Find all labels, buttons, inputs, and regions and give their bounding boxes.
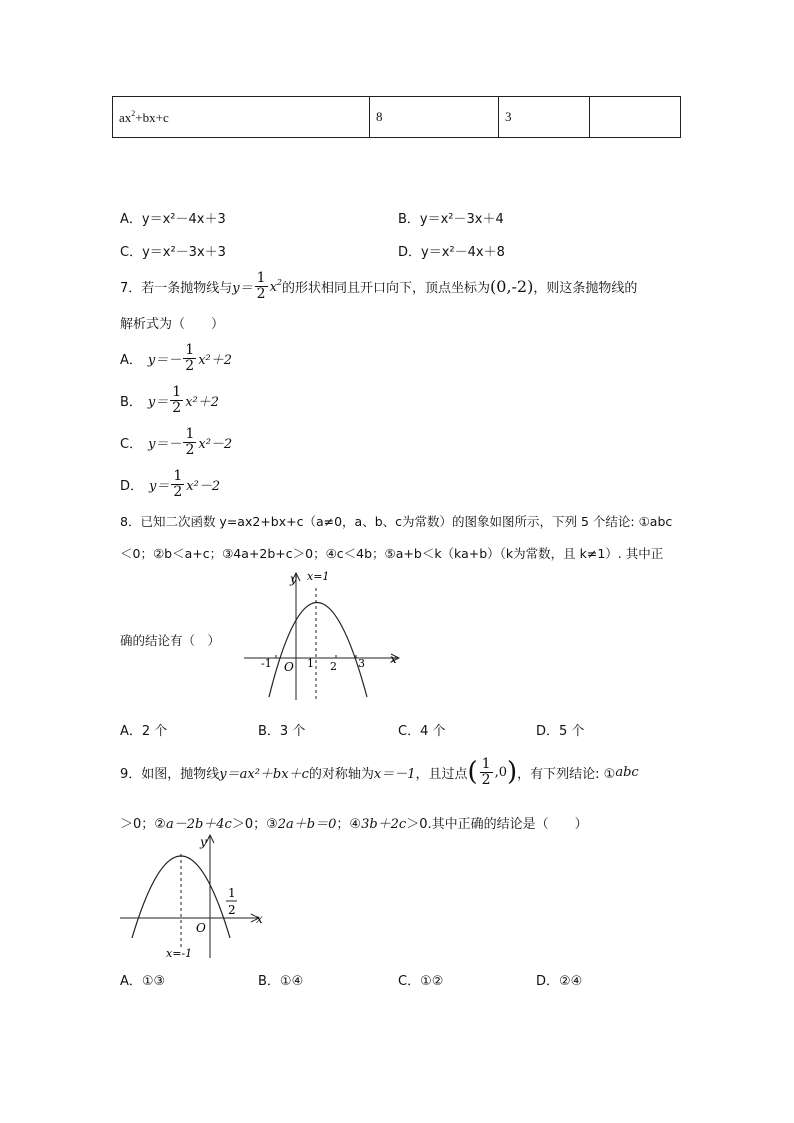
q9-text: ＞0；③ — [231, 817, 278, 832]
tick-label: 2 — [330, 660, 337, 673]
q9-conclusion-3: 2a＋b＝0 — [277, 817, 337, 832]
q7-fraction-half — [183, 427, 196, 457]
frac-den: 2 — [185, 441, 195, 458]
q7-fraction-half — [170, 385, 183, 415]
q7-stem-line1 — [120, 266, 637, 306]
q9-text-3: ，且过点 — [415, 766, 468, 782]
q7-fraction-half — [255, 271, 268, 301]
q8-option-c: C．4 个 — [398, 724, 446, 739]
origin-label: O — [284, 660, 294, 674]
table-cell-value-3 — [590, 97, 681, 138]
option-rhs: x²－2 — [186, 478, 221, 494]
table-cell-expression — [113, 97, 370, 138]
q7-fraction-half — [183, 343, 196, 373]
coefficient-table — [112, 96, 681, 138]
q7-eq-y: y＝ — [232, 280, 253, 296]
option-lhs: y＝－ — [148, 436, 182, 452]
q9-parabola-graph — [116, 830, 272, 962]
parabola-curve — [269, 603, 367, 698]
q9-text: ；④ — [336, 817, 362, 832]
point-tail: ,0 — [494, 764, 507, 780]
frac-num: 1 — [256, 269, 266, 286]
q9-text-4: ，有下列结论: ① — [517, 766, 616, 782]
q8-option-b: B．3 个 — [258, 724, 306, 739]
option-label: C． — [120, 436, 143, 452]
option-lhs: y＝－ — [147, 352, 182, 368]
y-axis-label: y — [200, 835, 207, 849]
q8-stem-line1: 8．已知二次函数 y=ax2+bx+c（a≠0，a、b、c为常数）的图象如图所示，下列 5 个结论: ①abc — [120, 514, 673, 529]
q9-stem-line1 — [120, 750, 639, 794]
expr-rest: +bx+c — [135, 109, 169, 125]
q9-text: ＞0；② — [120, 817, 166, 832]
frac-den: 2 — [172, 399, 182, 416]
q7-text-3: ，则这条抛物线的 — [533, 280, 638, 296]
option-rhs: x²＋2 — [185, 394, 220, 410]
q6-option-c: C．y＝x²－3x＋3 — [120, 245, 226, 260]
q8-stem-line2: ＜0；②b＜a+c；③4a+2b+c＞0；④c＜4b；⑤a+b＜k（ka+b）（k为常数，且 k≠1）. 其中正 — [120, 546, 664, 561]
q7-option-b — [120, 382, 219, 418]
option-label: D． — [120, 478, 144, 494]
q9-conclusion-4: 3b＋2c — [361, 817, 407, 832]
right-paren: ) — [506, 757, 518, 787]
q7-option-a — [120, 340, 232, 376]
half-numerator: 1 — [228, 886, 236, 900]
symmetry-axis-label: x=1 — [307, 570, 330, 583]
table-cell-value-2: 3 — [499, 97, 590, 138]
q6-option-a: A．y＝x²－4x＋3 — [120, 212, 226, 227]
frac-num: 1 — [185, 425, 195, 442]
half-denominator: 2 — [228, 903, 236, 917]
option-lhs: y＝ — [147, 394, 169, 410]
q6-option-b: B．y＝x²－3x＋4 — [398, 212, 504, 227]
q7-option-c — [120, 424, 232, 460]
y-axis-label: y — [290, 572, 297, 586]
symmetry-axis-label: x=-1 — [166, 947, 193, 960]
option-lhs: y＝ — [149, 478, 170, 494]
q9-text: ＞0.其中正确的结论是（ ） — [406, 817, 588, 832]
q9-option-c: C．①② — [398, 974, 444, 989]
option-label: A． — [120, 352, 142, 368]
frac-num: 1 — [185, 341, 195, 358]
expr-base: ax — [119, 109, 132, 125]
frac-den: 2 — [185, 357, 195, 374]
q9-text-2: 的对称轴为 — [308, 766, 374, 782]
q9-equation: y＝ax²＋bx＋c — [219, 766, 309, 782]
table-row — [113, 97, 681, 138]
table-cell-value-1: 8 — [370, 97, 499, 138]
q7-text-2: 的形状相同且开口向下，顶点坐标为 — [282, 280, 491, 296]
q7-fraction-half — [171, 469, 184, 499]
q9-option-a: A．①③ — [120, 974, 166, 989]
q7-text-1: 7．若一条抛物线与 — [120, 280, 233, 296]
origin-label: O — [196, 921, 206, 935]
frac-den: 2 — [481, 771, 491, 788]
frac-num: 1 — [173, 467, 183, 484]
x-axis-label: x — [390, 652, 397, 666]
frac-den: 2 — [173, 483, 183, 500]
q8-option-d: D．5 个 — [536, 724, 585, 739]
x-axis-label: x — [256, 912, 263, 926]
q9-text-1: 9．如图，抛物线 — [120, 766, 220, 782]
q9-abc: abc — [615, 764, 639, 780]
q8-parabola-graph — [240, 566, 410, 706]
left-paren: ( — [467, 757, 478, 787]
option-rhs: x²－2 — [198, 436, 233, 452]
q9-conclusion-2: a－2b＋4c — [165, 817, 232, 832]
frac-den: 2 — [256, 285, 266, 302]
q9-option-b: B．①④ — [258, 974, 304, 989]
q7-vertex: (0,-2) — [490, 276, 534, 296]
q9-point-fraction — [480, 757, 493, 787]
q6-option-d: D．y＝x²－4x＋8 — [398, 245, 505, 260]
q8-stem-line3: 确的结论有（ ） — [120, 633, 221, 648]
q9-option-d: D．②④ — [536, 974, 583, 989]
frac-num: 1 — [172, 383, 182, 400]
q7-option-d — [120, 466, 220, 502]
q7-eq-x2: $x^2$ — [269, 277, 282, 295]
tick-label: 1 — [307, 657, 314, 670]
option-rhs: x²＋2 — [198, 352, 233, 368]
option-label: B． — [120, 394, 142, 410]
expr-exponent: 2 — [131, 108, 136, 118]
tick-label: 3 — [358, 657, 365, 670]
tick-label: -1 — [261, 657, 272, 670]
frac-num: 1 — [481, 755, 491, 772]
q8-option-a: A．2 个 — [120, 724, 168, 739]
q7-stem-line2: 解析式为（ ） — [120, 317, 225, 332]
q9-axis-eq: x＝－1 — [373, 766, 416, 782]
